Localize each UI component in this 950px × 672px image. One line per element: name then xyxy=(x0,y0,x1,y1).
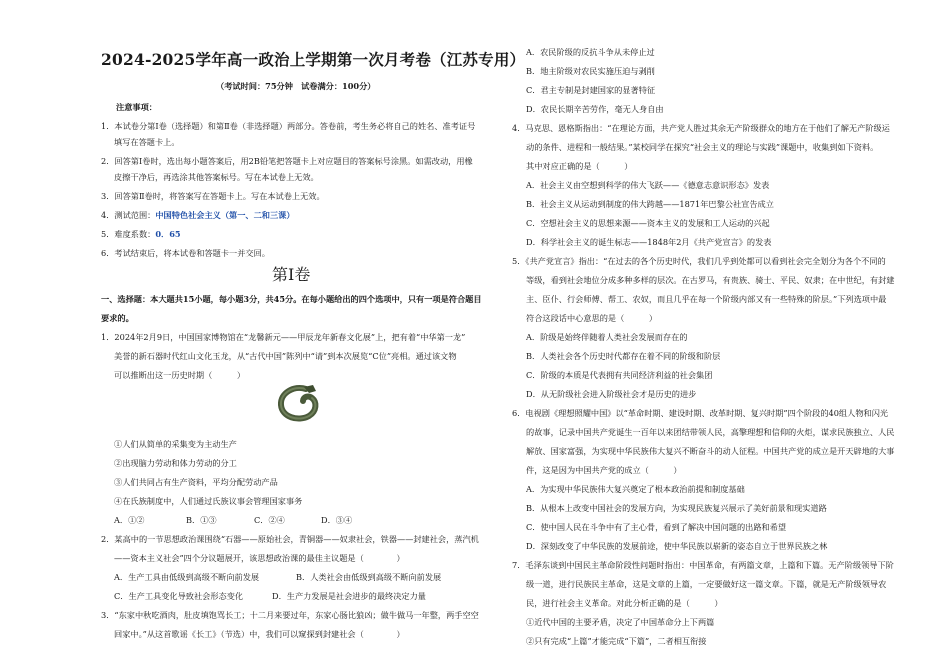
test-range-value: 中国特色社会主义（第一、二和三课） xyxy=(155,210,295,220)
question-text: ——资本主义社会”四个分议题展开，该思想政治课的最佳主议题是（ ） xyxy=(114,553,405,563)
question-text: 美誉的新石器时代红山文化玉龙，从“古代中国”陈列中“请”到本次展览“C位”亮相。通过该文物 xyxy=(114,351,457,361)
note-line: 1．本试卷分第Ⅰ卷（选择题）和第Ⅱ卷（非选择题）两部分。答卷前，考生务必将自己的姓名、准考证号 xyxy=(101,121,476,131)
statement: ②出现脑力劳动和体力劳动的分工 xyxy=(114,458,237,468)
note-line: 2．回答第Ⅰ卷时，选出每小题答案后，用2B铅笔把答题卡上对应题目的答案标号涂黑。如需改动，用橡 xyxy=(101,156,473,166)
option: A．①② xyxy=(114,515,145,525)
statement: ④在氏族制度中，人们通过氏族议事会管理国家事务 xyxy=(114,496,303,506)
option: C．②④ xyxy=(254,515,285,525)
option: C．使中国人民在斗争中有了主心骨，看到了解决中国问题的出路和希望 xyxy=(526,522,787,532)
question-text: 解放、国家富强，为实现中华民族伟大复兴不断奋斗的动人征程。中国共产党的成立是开天辟地的大事 xyxy=(526,446,895,456)
option: C．君主专制是封建国家的显著特征 xyxy=(526,85,656,95)
option: A．社会主义由空想到科学的伟大飞跃——《德意志意识形态》发表 xyxy=(526,180,770,190)
option: A．农民阶级的反抗斗争从未停止过 xyxy=(526,47,655,57)
question-text: 1．2024年2月9日，中国国家博物馆在“龙馨新元——甲辰龙年新春文化展”上，把有着“中华第一龙” xyxy=(101,332,466,342)
option: D．生产力发展是社会进步的最终决定力量 xyxy=(272,591,426,601)
option: B．社会主义从运动到制度的伟大跨越——1871年巴黎公社宣告成立 xyxy=(526,199,774,209)
question-text: 其中对应正确的是（ ） xyxy=(526,161,633,171)
statement: ③人们共同占有生产资料，平均分配劳动产品 xyxy=(114,477,278,487)
option: C．阶级的本质是代表拥有共同经济利益的社会集团 xyxy=(526,370,713,380)
option: A．生产工具由低级到高级不断向前发展 xyxy=(114,572,260,582)
statement: ①近代中国的主要矛盾，决定了中国革命分上下两篇 xyxy=(526,617,715,627)
statement: ①人们从简单的采集变为主动生产 xyxy=(114,439,237,449)
jade-dragon-image xyxy=(276,383,322,423)
question-text: 动的条件、进程和一般结果。”某校同学在探究“社会主义的理论与实践”课题中，收集到如下资料。 xyxy=(526,142,879,152)
option: B．人类社会由低级到高级不断向前发展 xyxy=(296,572,442,582)
note-label: 5．难度系数： xyxy=(101,229,156,239)
section-instruction: 要求的。 xyxy=(101,313,134,323)
option: D．科学社会主义的诞生标志——1848年2月《共产党宣言》的发表 xyxy=(526,237,772,247)
option: B．人类社会各个历史时代都存在着不同的阶级和阶层 xyxy=(526,351,721,361)
option: B．①③ xyxy=(186,515,217,525)
note-test-range xyxy=(101,209,295,221)
section-title: 第Ⅰ卷 xyxy=(272,265,311,284)
option: A．为实现中华民族伟大复兴奠定了根本政治前提和制度基础 xyxy=(526,484,745,494)
option: D．从无阶级社会进入阶级社会才是历史的进步 xyxy=(526,389,697,399)
question-text: 7．毛泽东谈到中国民主革命阶段性问题时指出：中国革命，有两篇文章，上篇和下篇。无产阶级领导下阶 xyxy=(512,560,894,570)
question-text: 5．《共产党宣言》指出：“在过去的各个历史时代，我们几乎到处都可以看到社会完全划分为各个不同的 xyxy=(512,256,886,266)
note-line: 皮擦干净后，再选涂其他答案标号。写在本试卷上无效。 xyxy=(114,172,319,182)
exam-title: 2024-2025学年高一政治上学期第一次月考卷（江苏专用） xyxy=(101,50,526,69)
question-text: 符合这段话中心意思的是（ ） xyxy=(526,313,658,323)
question-text: 6．电视剧《理想照耀中国》以“革命时期、建设时期、改革时期、复兴时期”四个阶段的40组人物和闪光 xyxy=(512,408,889,418)
option: C．空想社会主义的思想来源——资本主义的发展和工人运动的兴起 xyxy=(526,218,770,228)
option: A．阶级是始终伴随着人类社会发展而存在的 xyxy=(526,332,688,342)
statement: ②只有完成“上篇”才能完成“下篇”，二者相互衔接 xyxy=(526,636,707,646)
question-text: 的故事，记录中国共产党诞生一百年以来团结带领人民，高擎理想和信仰的火炬，谋求民族独立、人民 xyxy=(526,427,895,437)
question-text: 3．“东家中秋吃酒肉，肚皮填饱骂长工；十二月来要过年，东家心肠比狼凶；做牛做马一年整，两手空空 xyxy=(101,610,479,620)
note-line: 填写在答题卡上。 xyxy=(114,137,180,147)
question-text: 主、臣仆、行会师傅、帮工、农奴，而且几乎在每一个阶级内部又有一些特殊的阶层。”下列选项中最 xyxy=(526,294,887,304)
question-text: 回家中。”从这首歌谣《长工》（节选）中，我们可以窥探到封建社会（ ） xyxy=(114,629,405,639)
option: D．③④ xyxy=(321,515,353,525)
difficulty-value: 0．65 xyxy=(155,229,181,239)
question-text: 民，进行社会主义革命。对此分析正确的是（ ） xyxy=(526,598,723,608)
question-text: 件，这是因为中国共产党的成立（ ） xyxy=(526,465,682,475)
note-difficulty xyxy=(101,228,181,240)
question-text: 2．某高中的一节思想政治课围绕“石器——原始社会，青铜器——奴隶社会，铁器——封建社会，蒸汽机 xyxy=(101,534,479,544)
option: C．生产工具变化导致社会形态变化 xyxy=(114,591,244,601)
option: D．深刻改变了中华民族的发展前途，使中华民族以崭新的姿态自立于世界民族之林 xyxy=(526,541,828,551)
question-text: 4．马克思、恩格斯指出：“在理论方面，共产党人胜过其余无产阶级群众的地方在于他们了解无产阶级运 xyxy=(512,123,890,133)
exam-info: （考试时间：75分钟 试卷满分：100分） xyxy=(216,81,376,91)
note-label: 4．测试范围： xyxy=(101,210,156,220)
question-text: 级一道，进行民族民主革命，这是文章的上篇，一定要做好这一篇文章。下篇，就是无产阶级领导农 xyxy=(526,579,887,589)
note-line: 3．回答第Ⅱ卷时，将答案写在答题卡上。写在本试卷上无效。 xyxy=(101,191,325,201)
section-instruction: 一、选择题：本大题共15小题，每小题3分，共45分。在每小题给出的四个选项中，只有一项是符合题目 xyxy=(101,294,482,304)
note-line: 6．考试结束后，将本试卷和答题卡一并交回。 xyxy=(101,248,270,258)
option: B．从根本上改变中国社会的发展方向，为实现民族复兴展示了美好前景和现实道路 xyxy=(526,503,827,513)
question-text: 可以推断出这一历史时期（ ） xyxy=(114,370,246,380)
question-text: 等级，看到社会地位分成多种多样的层次。在古罗马，有贵族、骑士、平民、奴隶；在中世纪，有封建 xyxy=(526,275,895,285)
notes-heading: 注意事项： xyxy=(116,102,157,112)
option: B．地主阶级对农民实施压迫与剥削 xyxy=(526,66,655,76)
option: D．农民长期辛苦劳作，毫无人身自由 xyxy=(526,104,664,114)
